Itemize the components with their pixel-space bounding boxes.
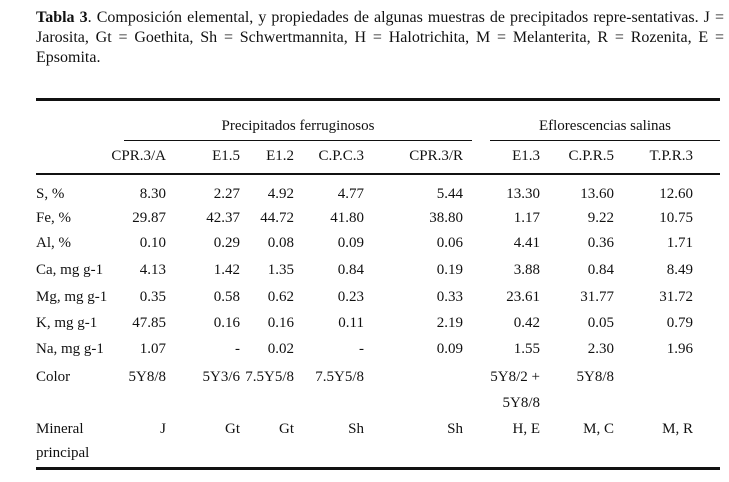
- table-cell: 5Y8/8: [128, 369, 166, 385]
- table-cell: 12.60: [659, 186, 693, 202]
- table-cell: 5Y8/8: [576, 369, 614, 385]
- table-cell: 0.16: [213, 315, 240, 331]
- row-label: Color: [36, 369, 71, 385]
- group-underline-ferruginosos: [124, 140, 472, 141]
- table-cell: 0.84: [337, 262, 364, 278]
- table-cell: 0.19: [436, 262, 463, 278]
- table-cell: 3.88: [513, 262, 540, 278]
- table-cell: 1.71: [666, 235, 693, 251]
- table-cell: 0.16: [267, 315, 294, 331]
- table-cell: Gt: [225, 421, 240, 437]
- table-cell: 4.92: [267, 186, 294, 202]
- table-cell: 0.02: [267, 341, 294, 357]
- table-cell: 0.84: [587, 262, 614, 278]
- table-cell: 0.06: [436, 235, 463, 251]
- table-cell: 2.19: [436, 315, 463, 331]
- table-cell: 4.77: [337, 186, 364, 202]
- table-cell: 0.05: [587, 315, 614, 331]
- table-cell: 0.23: [337, 289, 364, 305]
- column-header: E1.3: [512, 148, 540, 164]
- column-header: C.P.C.3: [318, 148, 364, 164]
- table-cell: 1.96: [666, 341, 693, 357]
- table-cell: 0.33: [436, 289, 463, 305]
- table-cell: 13.60: [580, 186, 614, 202]
- table-cell: J: [160, 421, 166, 437]
- table-cell: 2.30: [587, 341, 614, 357]
- table-cell: 4.13: [139, 262, 166, 278]
- row-label: Ca, mg g-1: [36, 262, 104, 278]
- table-cell: 0.11: [338, 315, 364, 331]
- table-cell: 0.58: [213, 289, 240, 305]
- column-header: CPR.3/A: [111, 148, 166, 164]
- table-cell: 1.55: [513, 341, 540, 357]
- table-cell: 0.36: [587, 235, 614, 251]
- table-cell: 42.37: [206, 210, 240, 226]
- row-label: K, mg g-1: [36, 315, 98, 331]
- table-cell: 2.27: [213, 186, 240, 202]
- table-cell: H, E: [512, 421, 540, 437]
- table-cell: 41.80: [330, 210, 364, 226]
- table-cell: 8.49: [666, 262, 693, 278]
- column-header: E1.5: [212, 148, 240, 164]
- table-cell: 9.22: [587, 210, 614, 226]
- table-cell: 29.87: [132, 210, 166, 226]
- table-cell: 0.09: [436, 341, 463, 357]
- group-header-ferruginosos: Precipitados ferruginosos: [221, 118, 375, 134]
- table-cell: 0.08: [267, 235, 294, 251]
- table-cell: 13.30: [506, 186, 540, 202]
- table-cell: 0.62: [267, 289, 294, 305]
- table-cell: 5Y3/6: [202, 369, 240, 385]
- group-underline-salinas: [490, 140, 720, 141]
- table-cell: 0.79: [666, 315, 693, 331]
- table-cell: 7.5Y5/8: [315, 369, 364, 385]
- table-cell: 0.10: [139, 235, 166, 251]
- table-cell: 5Y8/8: [502, 395, 540, 411]
- table-cell: 1.17: [513, 210, 540, 226]
- table-cell: 8.30: [139, 186, 166, 202]
- column-header: C.P.R.5: [568, 148, 614, 164]
- table-cell: 1.35: [267, 262, 294, 278]
- row-label: S, %: [36, 186, 65, 202]
- table-cell: M, C: [583, 421, 614, 437]
- table-cell: 0.42: [513, 315, 540, 331]
- table-cell: -: [359, 341, 364, 357]
- table-cell: Gt: [279, 421, 294, 437]
- table-cell: 1.07: [139, 341, 166, 357]
- table-cell: 1.42: [213, 262, 240, 278]
- table-caption: [36, 8, 724, 68]
- table-cell: 7.5Y5/8: [245, 369, 294, 385]
- table-cell: 5.44: [436, 186, 463, 202]
- header-rule: [36, 173, 720, 175]
- row-label: Fe, %: [36, 210, 71, 226]
- row-label: Al, %: [36, 235, 71, 251]
- row-label: principal: [36, 445, 90, 461]
- caption-title: Tabla 3: [36, 9, 88, 26]
- table-cell: M, R: [662, 421, 693, 437]
- table-cell: 10.75: [659, 210, 693, 226]
- table-cell: 0.29: [213, 235, 240, 251]
- table-cell: 4.41: [513, 235, 540, 251]
- table-cell: 31.77: [580, 289, 614, 305]
- row-label: Na, mg g-1: [36, 341, 104, 357]
- caption-text: . Composición elemental, y propiedades de algunas muestras de precipitados repre-sentativas. J = Jarosita, Gt = Goethita, Sh = Schwertmannita, H = Halotrichita, M = Melanterita, R = Rozenita, E = Epsomita.: [36, 9, 724, 66]
- table-cell: Sh: [447, 421, 463, 437]
- table-cell: 38.80: [429, 210, 463, 226]
- table-cell: Sh: [348, 421, 364, 437]
- group-header-salinas: Eflorescencias salinas: [538, 118, 672, 134]
- table-cell: 0.35: [139, 289, 166, 305]
- top-rule: [36, 98, 720, 101]
- table-cell: 47.85: [132, 315, 166, 331]
- column-header: T.P.R.3: [649, 148, 693, 164]
- row-label: Mineral: [36, 421, 84, 437]
- column-header: E1.2: [266, 148, 294, 164]
- table-cell: 0.09: [337, 235, 364, 251]
- table-cell: -: [235, 341, 240, 357]
- table-cell: 31.72: [659, 289, 693, 305]
- table-cell: 44.72: [260, 210, 294, 226]
- row-label: Mg, mg g-1: [36, 289, 108, 305]
- bottom-rule: [36, 467, 720, 470]
- table-cell: 23.61: [506, 289, 540, 305]
- table-cell: 5Y8/2 +: [490, 369, 540, 385]
- column-header: CPR.3/R: [409, 148, 463, 164]
